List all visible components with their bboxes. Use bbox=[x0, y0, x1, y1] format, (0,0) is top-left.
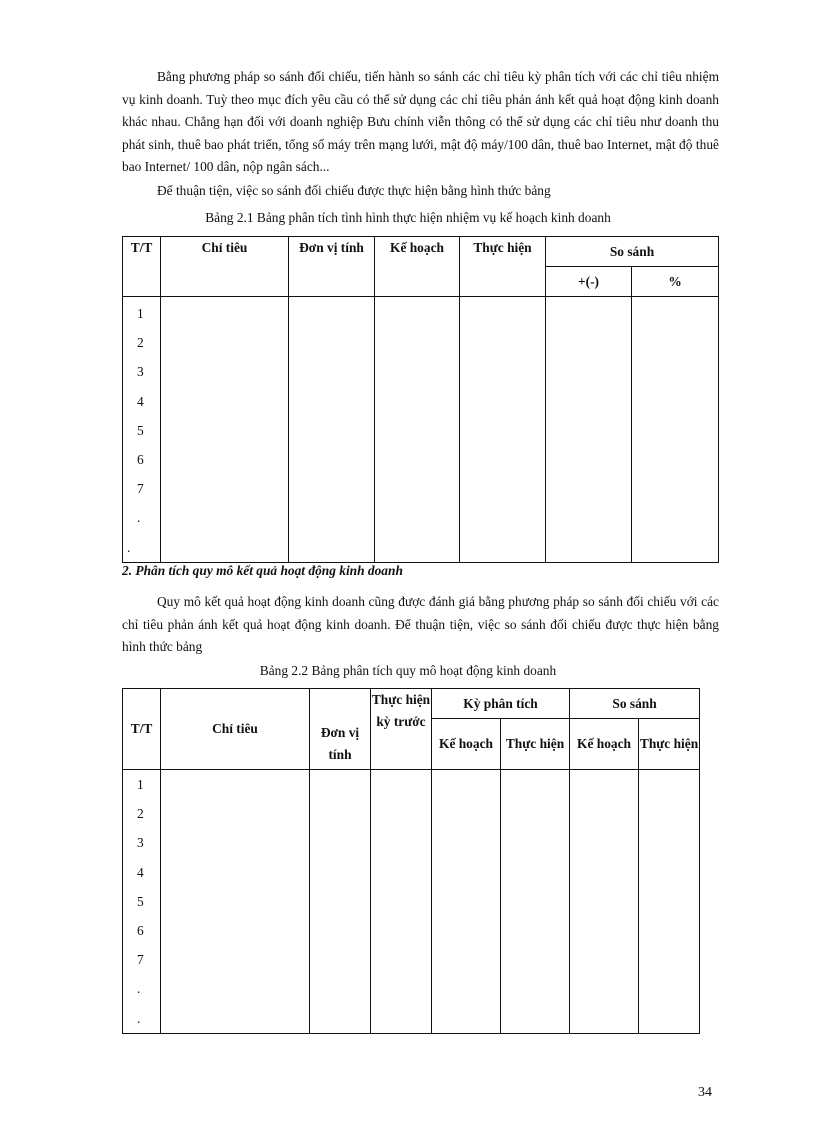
header-thuc-hien: Thực hiện bbox=[460, 237, 546, 297]
cell-empty bbox=[161, 297, 289, 563]
header-chi-tieu: Chỉ tiêu bbox=[161, 689, 310, 770]
header-percent: % bbox=[632, 267, 719, 297]
header-thuc-hien: Thực hiện bbox=[501, 719, 570, 770]
row-number: . bbox=[127, 539, 131, 555]
header-so-sanh-ke-hoach: Kế hoạch bbox=[570, 719, 639, 770]
plan-analysis-table bbox=[122, 236, 719, 563]
row-number: 7 bbox=[137, 952, 144, 968]
cell-empty bbox=[432, 770, 501, 1034]
section-heading: 2. Phân tích quy mô kết quả hoạt động kinh doanh bbox=[122, 563, 403, 578]
header-so-sanh: So sánh bbox=[570, 689, 700, 719]
section-paragraph: Quy mô kết quả hoạt động kinh doanh cũng được đánh giá bằng phương pháp so sánh đối chiếu với các chỉ tiêu phản ánh kết quả hoạt động kinh doanh. Để thuận tiện, việc so sánh đối chiếu được thực hiện bằng hình thức bảng bbox=[122, 594, 719, 655]
header-thuc-hien-ky-truoc: Thực hiện kỳ trước bbox=[371, 689, 432, 770]
cell-empty bbox=[161, 770, 310, 1034]
row-number: 3 bbox=[137, 364, 144, 380]
table1-caption: Bảng 2.1 Bảng phân tích tình hình thực hiện nhiệm vụ kế hoạch kinh doanh bbox=[205, 210, 611, 225]
header-don-vi-tinh: Đơn vị tính bbox=[289, 237, 375, 297]
row-number: . bbox=[137, 510, 141, 526]
cell-empty bbox=[289, 297, 375, 563]
header-ke-hoach: Kế hoạch bbox=[432, 719, 501, 770]
header-ke-hoach: Kế hoạch bbox=[375, 237, 460, 297]
cell-empty bbox=[639, 770, 700, 1034]
row-number: 5 bbox=[137, 893, 144, 909]
row-number: . bbox=[137, 981, 141, 997]
row-number: 1 bbox=[137, 777, 144, 792]
header-tt: T/T bbox=[123, 237, 161, 297]
scale-analysis-table bbox=[122, 688, 700, 1034]
cell-empty bbox=[570, 770, 639, 1034]
intro-paragraph: Bằng phương pháp so sánh đối chiếu, tiến hành so sánh các chỉ tiêu kỳ phân tích với các chỉ tiêu nhiệm vụ kinh doanh. Tuỳ theo mục đích yêu cầu có thể sử dụng các chỉ tiêu phản ánh kết quả hoạt động kinh doanh khác nhau. Chẳng hạn đối với doanh nghiệp Bưu chính viễn thông có thể sử dụng các chỉ tiêu như doanh thu phát sinh, thuê bao phát triển, tổng số máy trên mạng lưới, mật độ máy/100 dân, thuê bao Internet, mật độ thuê bao Internet/ 100 dân, nộp ngân sách... bbox=[122, 69, 719, 175]
header-so-sanh-thuc-hien: Thực hiện bbox=[639, 719, 700, 770]
header-don-vi-tinh: Đơn vị tính bbox=[310, 689, 371, 770]
header-so-sanh: So sánh bbox=[546, 237, 719, 267]
page-number: 34 bbox=[698, 1085, 712, 1100]
table-row bbox=[123, 297, 719, 563]
row-number-column bbox=[123, 297, 161, 563]
row-number: 1 bbox=[137, 306, 144, 321]
cell-empty bbox=[310, 770, 371, 1034]
row-number: 2 bbox=[137, 335, 144, 351]
cell-empty bbox=[371, 770, 432, 1034]
row-number: . bbox=[137, 1010, 141, 1026]
cell-empty bbox=[375, 297, 460, 563]
intro-paragraph-2: Để thuận tiện, việc so sánh đối chiếu được thực hiện bằng hình thức bảng bbox=[157, 183, 551, 198]
row-number: 7 bbox=[137, 481, 144, 497]
row-number: 6 bbox=[137, 922, 144, 938]
table-row bbox=[123, 770, 700, 1034]
row-number: 6 bbox=[137, 451, 144, 467]
cell-empty bbox=[460, 297, 546, 563]
row-number: 3 bbox=[137, 835, 144, 851]
header-tt: T/T bbox=[123, 689, 161, 770]
header-plus-minus: +(-) bbox=[546, 267, 632, 297]
cell-empty bbox=[501, 770, 570, 1034]
header-ky-phan-tich: Kỳ phân tích bbox=[432, 689, 570, 719]
cell-empty bbox=[546, 297, 632, 563]
row-number: 4 bbox=[137, 864, 144, 880]
cell-empty bbox=[632, 297, 719, 563]
row-number: 5 bbox=[137, 422, 144, 438]
row-number: 4 bbox=[137, 393, 144, 409]
header-chi-tieu: Chỉ tiêu bbox=[161, 237, 289, 297]
row-number-column bbox=[123, 770, 161, 1034]
row-number: 2 bbox=[137, 806, 144, 822]
table2-caption: Bảng 2.2 Bảng phân tích quy mô hoạt động kinh doanh bbox=[259, 663, 557, 678]
